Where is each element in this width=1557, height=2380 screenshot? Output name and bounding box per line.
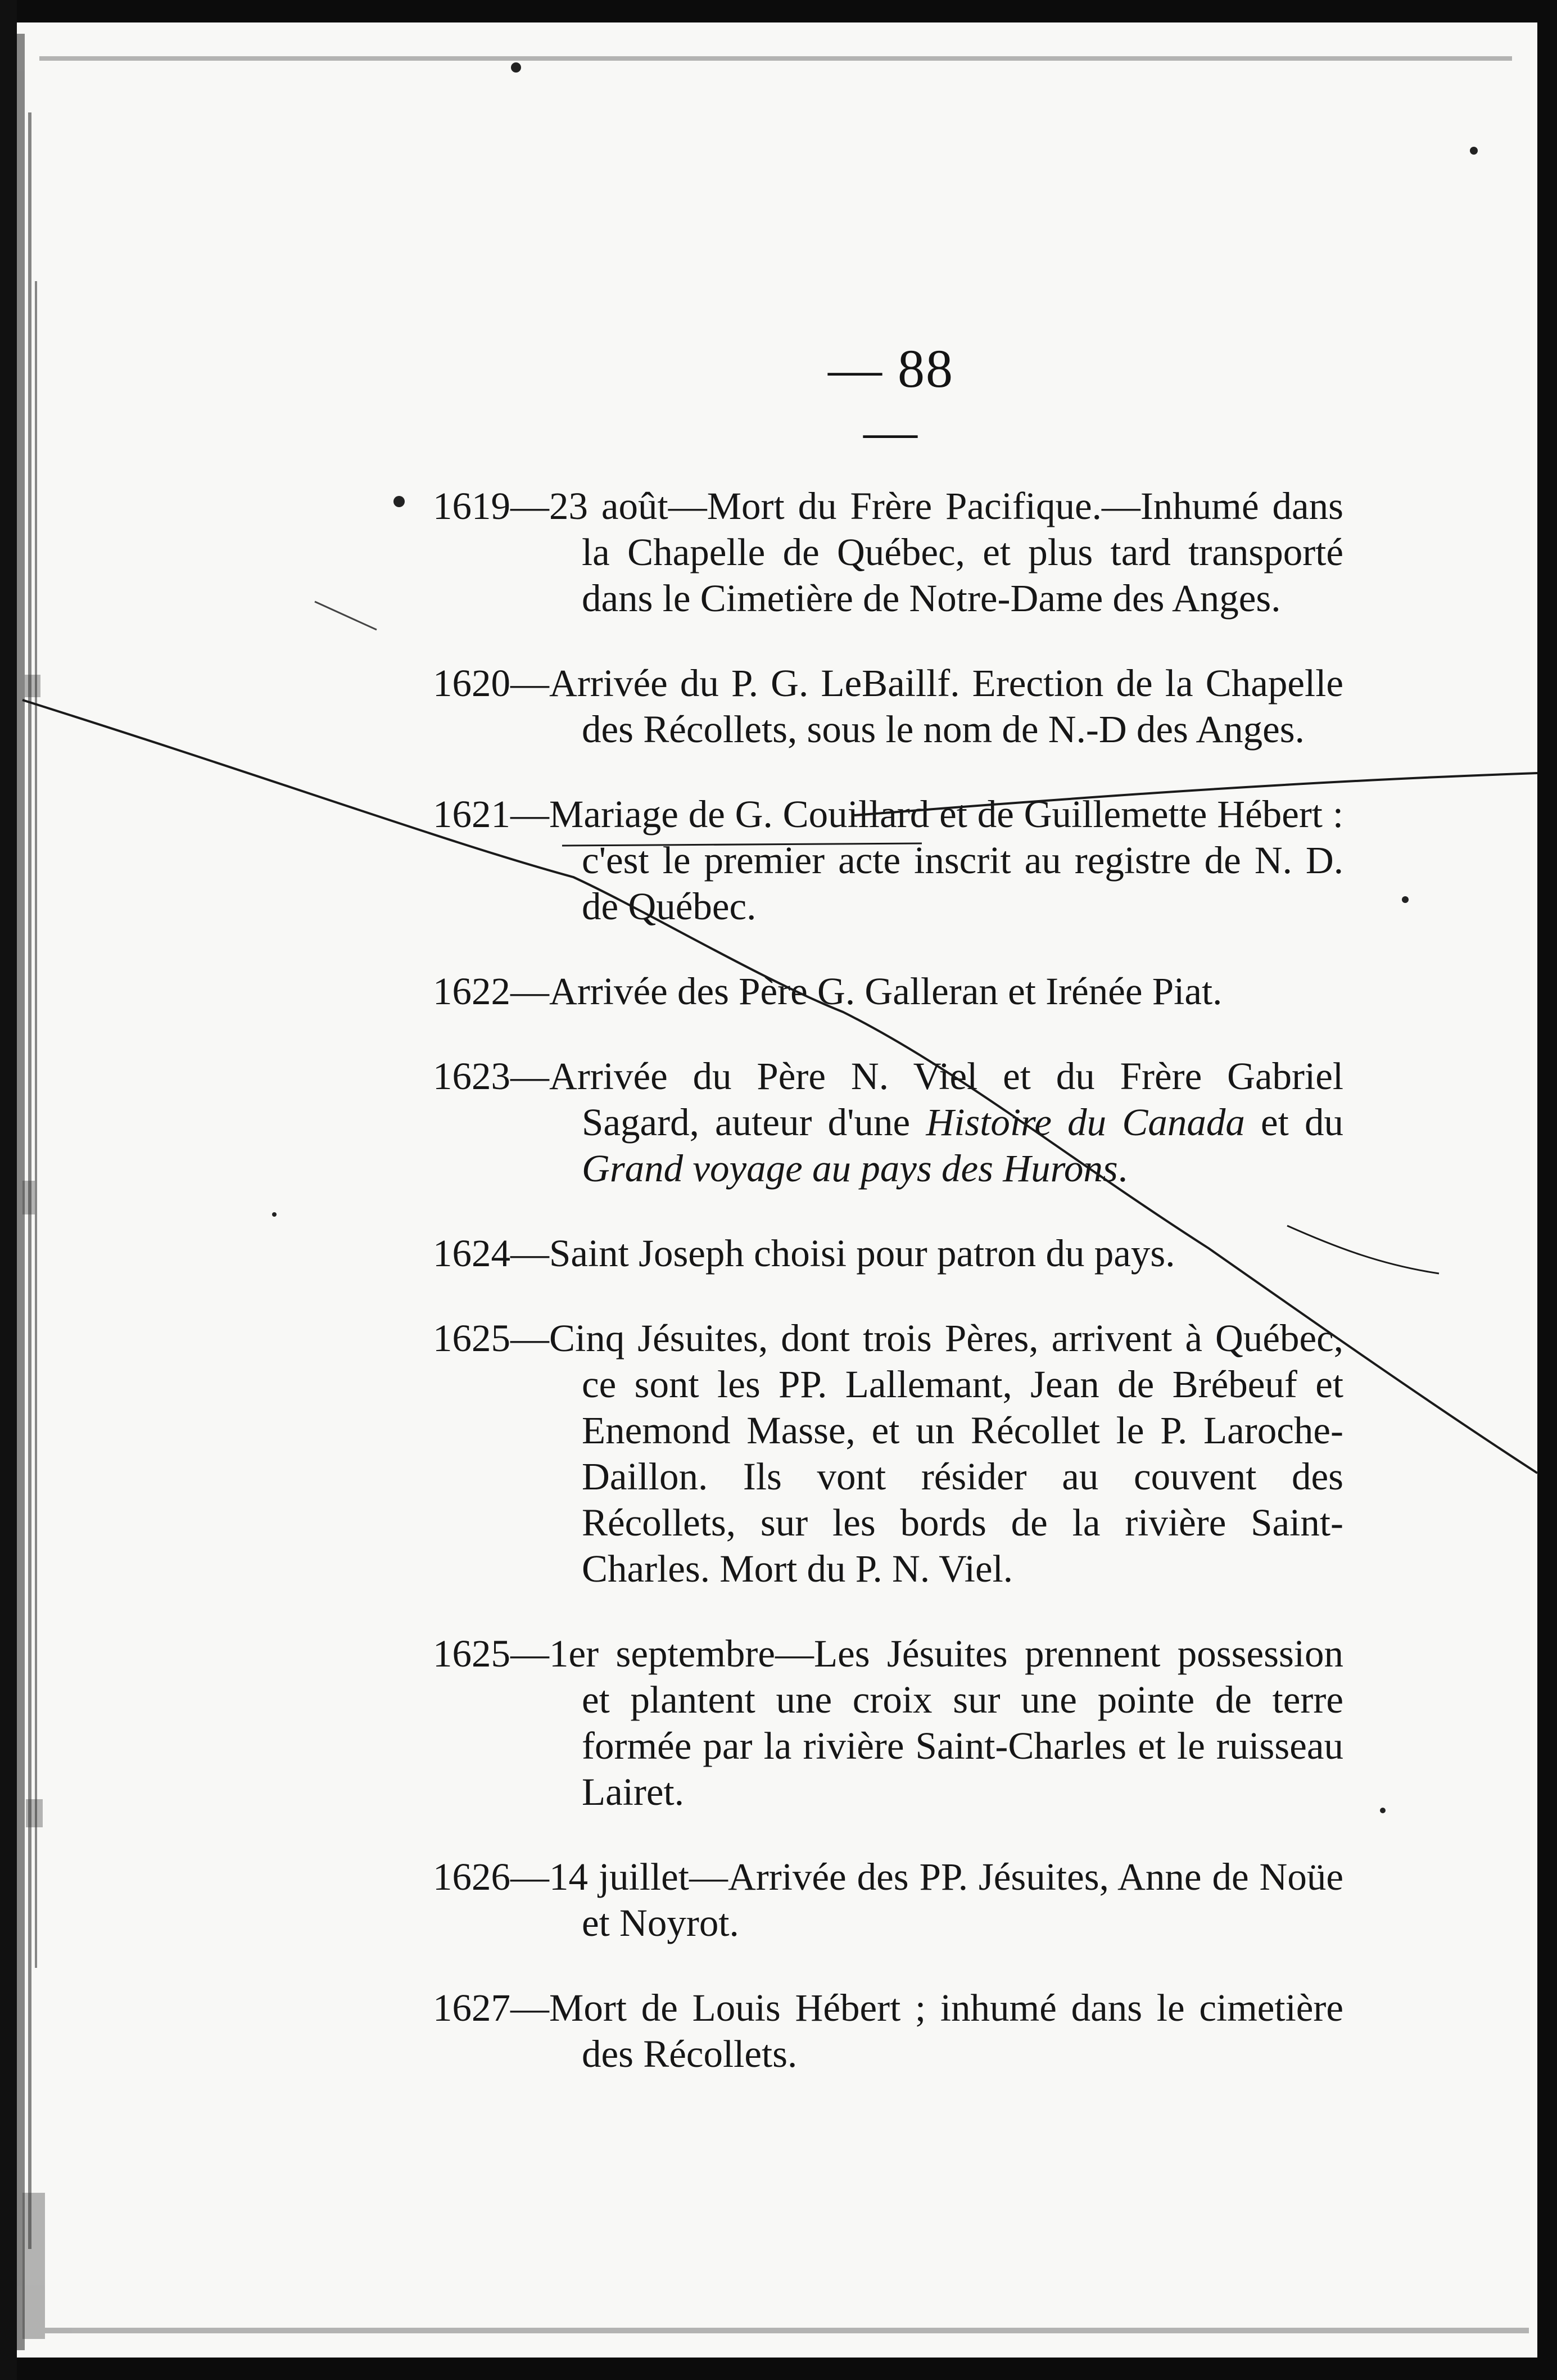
entry-text: —Saint Joseph choisi pour patron du pays. [510,1232,1175,1275]
entry-year: 1619 [433,485,510,527]
margin-tick [315,602,377,630]
entry-year: 1622 [433,970,510,1013]
entry-year: 1624 [433,1232,510,1275]
entry-text: —14 juillet—Arrivée des PP. Jésuites, Anne de Noüe et Noyrot. [510,1855,1343,1944]
entry-text: —1er septembre—Les Jésuites prennent possession et plantent une croix sur une pointe de terre formée par la rivière Saint-Charles et le ruisseau Lairet. [510,1632,1343,1813]
chronology-entry [433,791,1343,929]
chronology-entry [433,968,1343,1014]
chronology-entry [433,1985,1343,2077]
chronology-entry [433,1053,1343,1191]
entry-year: 1623 [433,1055,510,1098]
entry-text: —Arrivée des Père G. Galleran et Irénée Piat. [510,970,1223,1013]
entry-text: . [1117,1147,1128,1190]
entry-text: —Mort de Louis Hébert ; inhumé dans le cimetière des Récollets. [510,1986,1343,2075]
entry-year: 1625 [433,1317,510,1360]
page-number: — 88 — [828,338,954,461]
chronology-entry [433,483,1343,621]
entry-year: 1620 [433,662,510,704]
entry-text: et du [1244,1101,1344,1144]
entry-year: 1621 [433,793,510,836]
book-title: Grand voyage au pays des Hurons [582,1147,1118,1190]
entry-year: 1627 [433,1986,510,2029]
chronology-entry [433,1854,1343,1946]
entry-text: —Cinq Jésuites, dont trois Pères, arrivent à Québec, ce sont les PP. Lallemant, Jean de Brébeuf et Enemond Masse, et un Récollet le P. Laroche-Daillon. Ils vont résider au couvent des Récollets, sur les bords de la rivière Saint-Charles. Mort du P. N. Viel. [510,1317,1343,1590]
chronology-entry [433,660,1343,752]
chronology-entries [433,444,1343,2098]
entry-year: 1626 [433,1855,510,1898]
chronology-entry [433,1315,1343,1592]
entry-text: —Arrivée du P. G. LeBaillf. Erection de la Chapelle des Récollets, sous le nom de N.-D des Anges. [510,662,1343,751]
chronology-entry [433,1230,1343,1276]
chronology-entry [433,1631,1343,1815]
book-title: Histoire du Canada [926,1101,1245,1144]
entry-year: 1625 [433,1632,510,1675]
entry-text: —Arrivée du Père N. Viel et du Frère Gabriel Sagard, auteur d'une [510,1055,1343,1144]
entry-text: —23 août—Mort du Frère Pacifique.—Inhumé dans la Chapelle de Québec, et plus tard transporté dans le Cimetière de Notre-Dame des Anges. [510,485,1343,620]
entry-text: —Mariage de G. Couillard et de Guillemette Hébert : c'est le premier acte inscrit au registre de N. D. de Québec. [510,793,1343,928]
